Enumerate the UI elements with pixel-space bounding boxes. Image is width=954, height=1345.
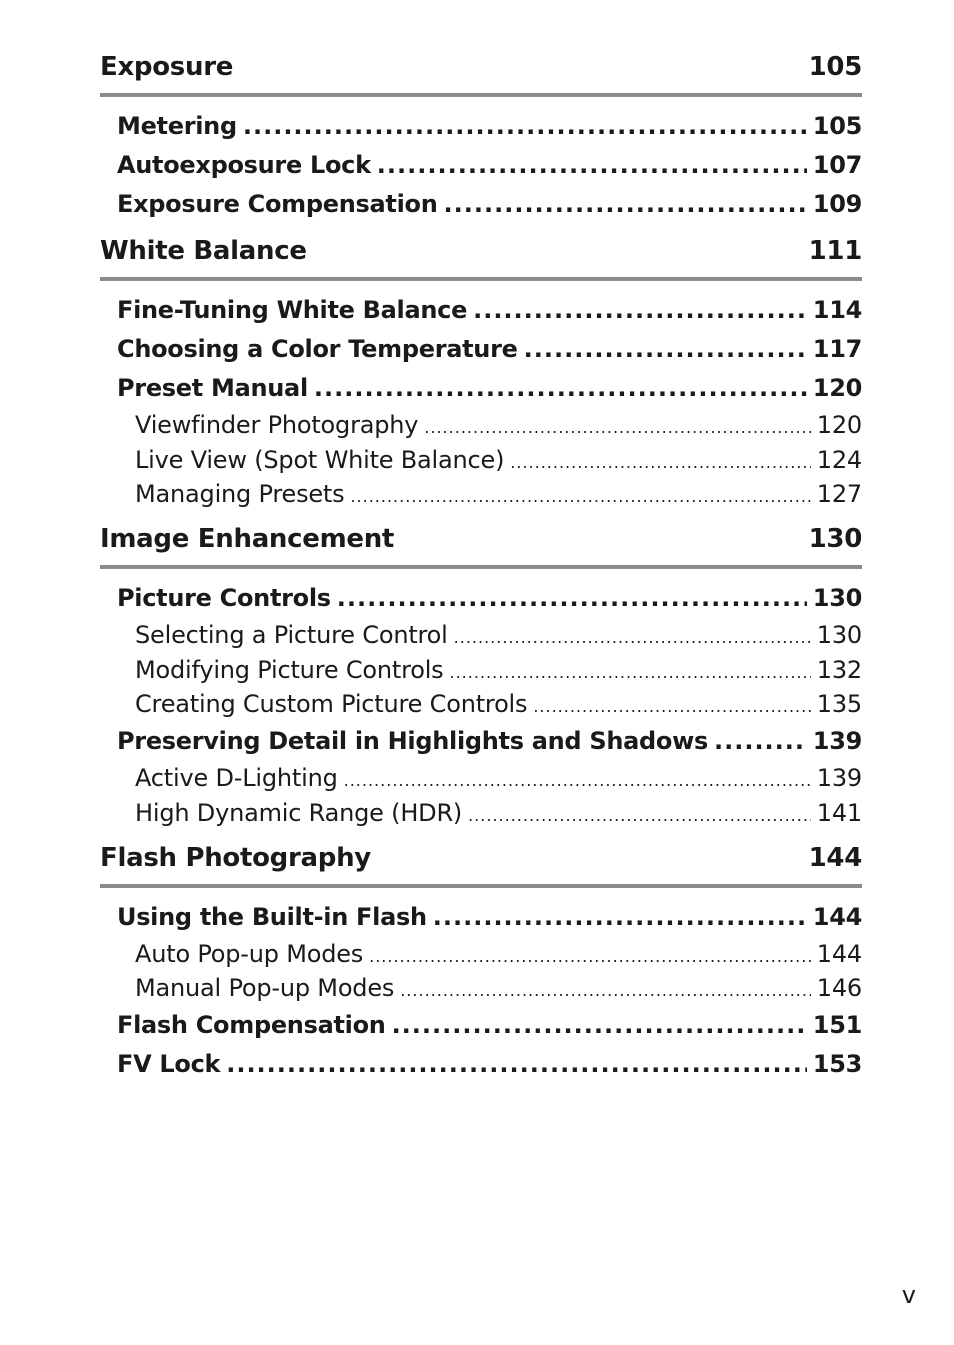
toc-subentry[interactable]	[100, 761, 862, 796]
dot-leader	[468, 799, 811, 834]
toc-section	[100, 839, 862, 1084]
entry-page: 105	[812, 112, 862, 140]
entry-label: Selecting a Picture Control	[135, 621, 448, 650]
toc-subentry[interactable]	[100, 796, 862, 831]
toc-subentry[interactable]	[100, 408, 862, 443]
dot-leader	[400, 974, 811, 1009]
toc-subentry[interactable]	[100, 477, 862, 512]
entry-page: 153	[812, 1049, 862, 1078]
dot-leader	[314, 369, 807, 408]
entry-page: 135	[816, 690, 862, 719]
section-heading[interactable]	[100, 839, 862, 877]
toc-entry[interactable]	[100, 579, 862, 618]
entry-label: Preserving Detail in Highlights and Shadows	[117, 727, 708, 756]
section-page: 144	[808, 842, 862, 873]
dot-leader	[524, 330, 807, 369]
dot-leader	[433, 898, 807, 937]
dot-leader	[714, 722, 807, 761]
dot-leader	[533, 690, 810, 725]
toc-entry[interactable]	[100, 369, 862, 408]
toc-entry[interactable]	[100, 1006, 862, 1045]
entry-page: 130	[816, 621, 862, 650]
entry-page: 132	[816, 655, 862, 684]
toc-subentry[interactable]	[100, 937, 862, 972]
section-rule	[100, 93, 862, 97]
entry-page: 139	[816, 764, 862, 793]
toc-subentry[interactable]	[100, 971, 862, 1006]
entry-label: Preset Manual	[117, 374, 308, 402]
entry-label: Autoexposure Lock	[117, 151, 371, 179]
section-title: Exposure	[100, 52, 234, 82]
entry-label: Manual Pop-up Modes	[135, 974, 395, 1003]
section-heading[interactable]	[100, 48, 862, 86]
entry-page: 127	[816, 480, 862, 509]
entry-label: Viewfinder Photography	[135, 411, 419, 439]
entry-label: Picture Controls	[117, 584, 331, 613]
entry-label: Auto Pop-up Modes	[135, 939, 364, 968]
dot-leader	[473, 291, 807, 330]
dot-leader	[350, 480, 810, 515]
toc-subentry[interactable]	[100, 687, 862, 722]
entry-label: Using the Built-in Flash	[117, 902, 427, 931]
entry-label: Live View (Spot White Balance)	[135, 445, 505, 474]
dot-leader	[450, 656, 811, 691]
section-page: 130	[808, 524, 862, 555]
section-spacer	[100, 224, 862, 232]
toc-subentry[interactable]	[100, 653, 862, 688]
toc-entry[interactable]	[100, 722, 862, 761]
section-heading[interactable]	[100, 232, 862, 270]
section-title: Flash Photography	[100, 842, 371, 873]
toc-entry[interactable]	[100, 107, 862, 146]
entry-label: Choosing a Color Temperature	[117, 335, 518, 363]
entry-label: High Dynamic Range (HDR)	[135, 798, 463, 827]
entry-label: Creating Custom Picture Controls	[135, 690, 528, 719]
entry-page: 124	[816, 445, 862, 474]
dot-leader	[243, 107, 807, 146]
toc-entry[interactable]	[100, 898, 862, 937]
dot-leader	[344, 764, 811, 799]
entry-page: 144	[816, 939, 862, 968]
entry-page: 107	[812, 151, 862, 179]
entry-label: Modifying Picture Controls	[135, 655, 444, 684]
toc-entry[interactable]	[100, 330, 862, 369]
section-title: Image Enhancement	[100, 524, 395, 555]
entry-page: 120	[816, 411, 862, 439]
table-of-contents	[100, 48, 862, 1084]
entry-page: 114	[812, 296, 862, 324]
entry-page: 117	[812, 335, 862, 363]
entry-label: Managing Presets	[135, 480, 345, 509]
entry-page: 139	[812, 727, 862, 756]
entry-label: Flash Compensation	[117, 1010, 386, 1039]
section-rule	[100, 884, 862, 888]
entry-label: FV Lock	[117, 1049, 221, 1078]
toc-entry[interactable]	[100, 291, 862, 330]
entry-page: 120	[812, 374, 862, 402]
dot-leader	[424, 411, 810, 446]
dot-leader	[454, 621, 811, 656]
toc-subentry[interactable]	[100, 618, 862, 653]
toc-section	[100, 48, 862, 224]
toc-section	[100, 520, 862, 830]
dot-leader	[377, 146, 807, 185]
entry-page: 141	[816, 798, 862, 827]
entry-page: 146	[816, 974, 862, 1003]
dot-leader	[226, 1045, 807, 1084]
dot-leader	[510, 446, 811, 481]
dot-leader	[337, 579, 807, 618]
toc-section	[100, 232, 862, 512]
entry-label: Active D-Lighting	[135, 764, 338, 793]
toc-subentry[interactable]	[100, 443, 862, 478]
toc-entry[interactable]	[100, 1045, 862, 1084]
section-title: White Balance	[100, 236, 307, 266]
toc-entry[interactable]	[100, 146, 862, 185]
section-page: 105	[808, 52, 862, 82]
entry-page: 109	[812, 190, 862, 218]
entry-page: 151	[812, 1010, 862, 1039]
dot-leader	[444, 185, 807, 224]
entry-page: 130	[812, 584, 862, 613]
entry-page: 144	[812, 902, 862, 931]
dot-leader	[392, 1006, 807, 1045]
section-rule	[100, 565, 862, 569]
entry-label: Fine-Tuning White Balance	[117, 296, 468, 324]
section-rule	[100, 277, 862, 281]
dot-leader	[369, 940, 811, 975]
page-number: v	[901, 1281, 916, 1309]
section-page: 111	[808, 236, 862, 266]
entry-label: Metering	[117, 112, 237, 140]
entry-label: Exposure Compensation	[117, 190, 438, 218]
section-heading[interactable]	[100, 520, 862, 558]
toc-entry[interactable]	[100, 185, 862, 224]
